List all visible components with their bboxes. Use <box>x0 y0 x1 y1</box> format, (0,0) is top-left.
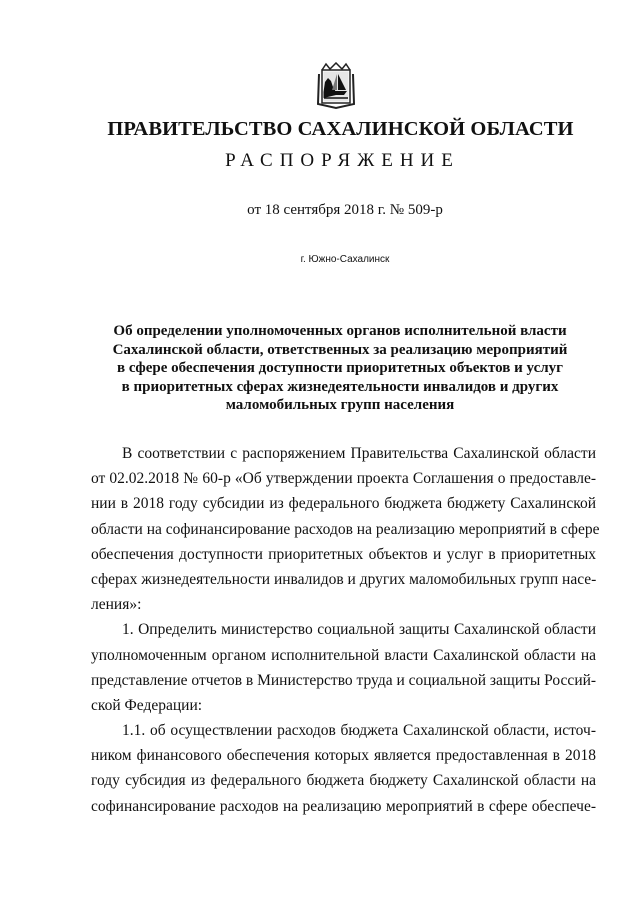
body-line: В соответствии с распоряжением Правительства Сахалинской области <box>122 445 596 462</box>
title-line: Об определении уполномоченных органов исполнительной власти <box>113 323 567 339</box>
title-line: в приоритетных сферах жизнедеятельности инвалидов и других <box>121 378 559 395</box>
document-date-number: от 18 сентября 2018 г. № 509-р <box>247 202 443 218</box>
body-line: году субсидия из федерального бюджета бюджету Сахалинской области на <box>91 772 596 790</box>
document-body <box>91 441 600 819</box>
coat-of-arms-emblem <box>316 62 356 110</box>
title-line: Сахалинской области, ответственных за реализацию мероприятий <box>112 341 568 358</box>
body-line: сферах жизнедеятельности инвалидов и других маломобильных групп насе- <box>91 570 597 588</box>
body-line: ской Федерации: <box>91 696 203 714</box>
body-line: софинансирование расходов на реализацию мероприятий в сфере обеспече- <box>91 797 596 815</box>
body-line: 1.1. об осуществлении расходов бюджета Сахалинской области, источ- <box>122 722 596 740</box>
body-line: уполномоченным органом исполнительной власти Сахалинской области на <box>91 646 596 664</box>
title-line: маломобильных групп населения <box>225 397 455 413</box>
document-city: г. Южно-Сахалинск <box>300 254 390 265</box>
body-line: от 02.02.2018 № 60-р «Об утверждении проекта Соглашения о предоставле- <box>91 470 596 488</box>
body-line: ления»: <box>91 596 142 614</box>
title-line: в сфере обеспечения доступности приоритетных объектов и услуг <box>117 360 563 376</box>
body-line: области на софинансирование расходов на реализацию мероприятий в сфере <box>91 520 600 538</box>
government-name: ПРАВИТЕЛЬСТВО САХАЛИНСКОЙ ОБЛАСТИ <box>107 118 574 140</box>
body-line: 1. Определить министерство социальной защиты Сахалинской области <box>122 621 596 639</box>
document-type: РАСПОРЯЖЕНИЕ <box>225 150 460 171</box>
body-line: обеспечения доступности приоритетных объектов и услуг в приоритетных <box>91 545 596 563</box>
body-line: представление отчетов в Министерство труда и социальной защиты Россий- <box>91 671 597 689</box>
body-line: ником финансового обеспечения которых является предоставленная в 2018 <box>91 747 596 765</box>
document-title <box>90 322 590 415</box>
body-line: нии в 2018 году субсидии из федерального бюджета бюджету Сахалинской <box>91 495 596 513</box>
